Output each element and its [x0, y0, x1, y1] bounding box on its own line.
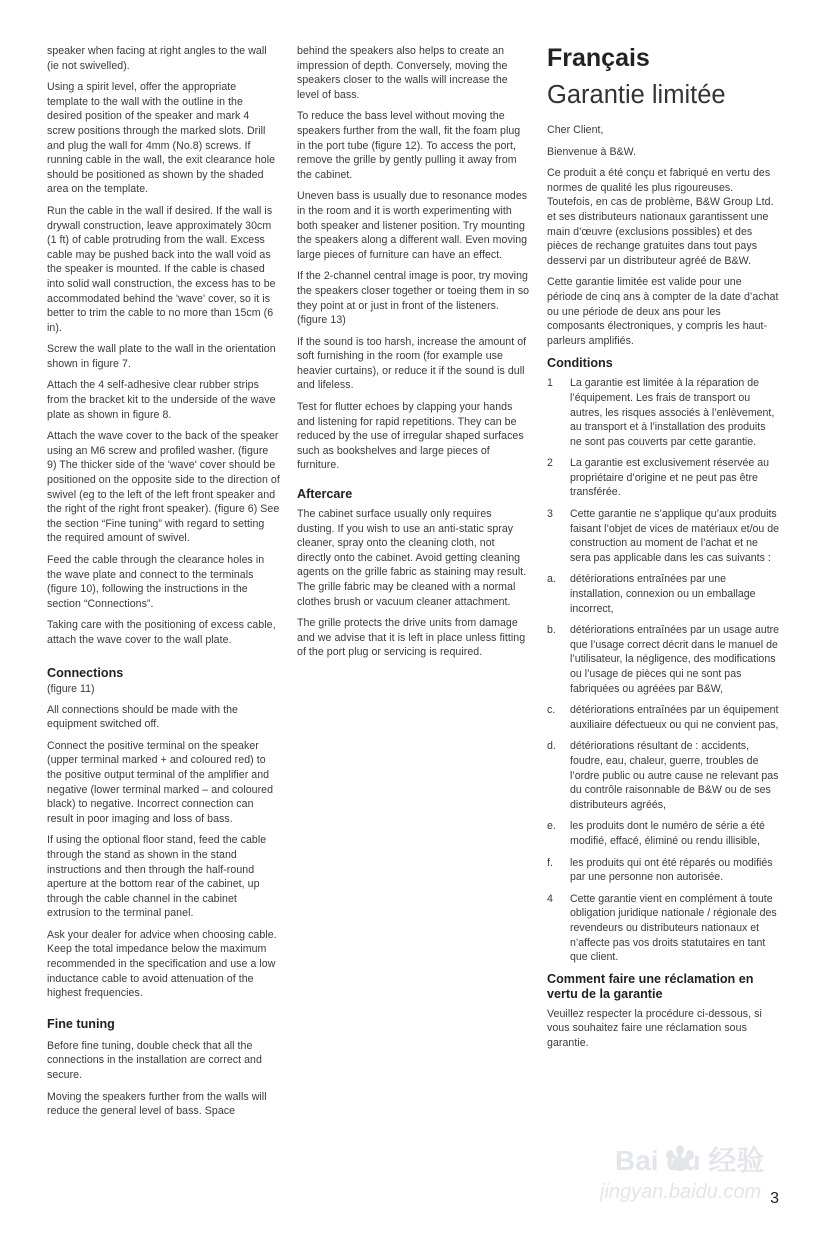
paragraph: behind the speakers also helps to create an impression of depth. Conversely, moving the speakers closer to the walls will increase the level of bass. [297, 45, 508, 101]
installation-paragraphs [47, 44, 280, 648]
paragraph: Attach the 4 self-adhesive clear rubber strips from the bracket kit to the underside of the wave plate as shown in figure 8. [47, 379, 276, 421]
list-text: les produits dont le numéro de série a été modifié, effacé, éliminé ou rendu illisible, [570, 820, 765, 847]
list-item [547, 703, 780, 732]
list-marker: e. [547, 820, 556, 833]
paragraph: Test for flutter echoes by clapping your hands and listening for rapid repetitions. They can be reduced by the use of irregular shaped surfaces such as bookshelves and large pieces of furniture. [297, 401, 524, 472]
list-text: détériorations résultant de : accidents, foudre, eau, chaleur, guerre, troubles de l’ordre public ou autre cause ne relevant pas du contrôle raisonnable de B&W ou de ses distributeurs agréés, [570, 740, 779, 811]
paragraph: Cette garantie limitée est valide pour une période de cinq ans à compter de la date d’achat ou une période de deux ans pour les composants électroniques, y compris les haut-parleurs amplifiés. [547, 276, 779, 347]
conditions-list [547, 376, 780, 964]
list-marker: 3 [547, 508, 553, 521]
paragraph: Uneven bass is usually due to resonance modes in the room and it is worth experimenting with both speaker and listener position. Try mounting the speakers along a different wall. Even moving large pieces of furniture can have an effect. [297, 190, 528, 261]
paragraph: Ce produit a été conçu et fabriqué en vertu des normes de qualité les plus rigoureuses. Toutefois, en cas de problème, B&W Group Ltd. et ses distributeurs nationaux garantissent une main d’œuvre (exclusions possibles) et des pièces de rechange gratuites dans tout pays desservi par un distributeur agréé de B&W. [547, 167, 774, 267]
watermark-url: jingyan.baidu.com [600, 1181, 762, 1203]
paragraph: Ask your dealer for advice when choosing cable. Keep the total impedance below the maximum recommended in the specification and use a low inductance cable to avoid attenuation of the highest frequencies. [47, 928, 277, 1000]
list-item [547, 376, 780, 449]
paragraph: Attach the wave cover to the back of the speaker using an M6 screw and profiled washer. (figure 9) The thicker side of the 'wave' cover should be positioned on the opposite side to the direction of swivel (eg to the left of the left front speaker and the right of the right front speaker). (figure 6) See the section “Fine tuning” with regard to setting the required amount of swivel. [47, 430, 280, 545]
paragraph: Using a spirit level, offer the appropriate template to the wall with the outline in the desired position of the speaker and mark 4 screw positions through the marked slots. Drill and plug the wall for 4mm (No.8) screws. If running cable in the wall, the exit clearance hole should be positioned as shown by the shaded area on the template. [47, 81, 276, 196]
list-item [547, 892, 780, 965]
language-title: Français [547, 44, 650, 72]
conditions-heading: Conditions [547, 356, 613, 371]
fine-tuning-heading: Fine tuning [47, 1016, 115, 1031]
connections-heading: Connections [47, 665, 124, 680]
list-item [547, 623, 780, 696]
warranty-title: Garantie limitée [547, 81, 726, 109]
paragraph: Connect the positive terminal on the speaker (upper terminal marked + and coloured red) to the positive output terminal of the amplifier and negative (lower terminal marked – and coloured black) to negative. Incorrect connection can result in poor imaging and loss of bass. [47, 739, 274, 825]
paragraph: Before fine tuning, double check that all the connections in the installation are correct and secure. [47, 1039, 262, 1082]
paragraph: Taking care with the positioning of excess cable, attach the wave cover to the wall plate. [47, 619, 276, 646]
list-marker: 1 [547, 377, 553, 390]
list-marker: 4 [547, 892, 553, 905]
paragraph: If using the optional floor stand, feed the cable through the stand as shown in the stand instructions and then through the half-round aperture at the bottom rear of the cabinet, up through the cable channel in the cabinet extrusion to the terminal panel. [47, 834, 267, 920]
baidu-watermark [600, 1130, 790, 1205]
list-item [547, 819, 780, 848]
list-item [547, 507, 780, 565]
claim-paragraph: Veuillez respecter la procédure ci-dessous, si vous souhaitez faire une réclamation sous garantie. [547, 1007, 762, 1049]
list-text: La garantie est exclusivement réservée au propriétaire d’origine et ne peut pas être transférée. [570, 457, 770, 499]
paragraph: To reduce the bass level without moving the speakers further from the wall, fit the foam plug in the port tube (figure 12). To access the port, remove the grille by gently pulling it away from the cabinet. [297, 110, 521, 181]
list-item [547, 856, 780, 885]
list-marker: f. [547, 856, 553, 869]
paragraph: Feed the cable through the clearance holes in the wave plate and connect to the terminals (figure 10), following the instructions in the section “Connections”. [47, 554, 265, 610]
paragraph: If the 2-channel central image is poor, try moving the speakers closer together or toeing them in so they point at or just in front of the listeners. (figure 13) [297, 270, 530, 327]
list-text: détériorations entraînées par un usage autre que l’usage correct décrit dans le manuel de l’utilisateur, la négligence, des modifications ou l’usage de pièces qui ne sont pas fabriquées ou agréées par B&W, [570, 624, 780, 695]
paragraph: If the sound is too harsh, increase the amount of soft furnishing in the room (for example use heavier curtains), or reduce it if the sound is dull and lifeless. [297, 335, 527, 392]
column-left [47, 44, 280, 1126]
aftercare-heading: Aftercare [297, 487, 353, 502]
welcome: Bienvenue à B&W. [547, 145, 637, 158]
paw-icon [666, 1145, 694, 1171]
list-text: Cette garantie ne s’applique qu’aux produits faisant l’objet de vices de matériaux et/ou de construction au moment de l’achat et ne sera pas applicable dans les cas suivants : [570, 508, 780, 564]
paragraph: All connections should be made with the equipment switched off. [47, 703, 238, 731]
list-text: détériorations entraînées par un équipement auxiliaire défectueux ou qui ne convient pas, [570, 704, 779, 731]
paragraph: Run the cable in the wall if desired. If the wall is drywall construction, leave approximately 30cm (1 ft) of cable protruding from the wall. Excess cable may be pushed back into the wall void as the speaker is mounted. If the cable is chased into solid wall construction, the excess has to be accommodated behind the 'wave' cover, so it is better to trim the cable to no more than 15cm (6 in). [47, 204, 276, 334]
column-middle [297, 44, 530, 667]
list-text: Cette garantie vient en complément à toute obligation juridique nationale / régionale des revendeurs ou distributeurs nationaux et n’affecte pas vos droits statutaires en tant que client. [570, 892, 777, 964]
paragraph: Screw the wall plate to the wall in the orientation shown in figure 7. [47, 343, 276, 370]
watermark-logo: Bai du 经验 [615, 1145, 765, 1176]
salutation: Cher Client, [547, 124, 604, 136]
paragraph: The grille protects the drive units from damage and we advise that it is left in place unless fitting of the port plug or servicing is required. [297, 617, 526, 659]
connections-figure-ref: (figure 11) [47, 682, 95, 695]
list-marker: a. [547, 573, 556, 586]
list-item [547, 739, 780, 812]
page-number: 3 [770, 1190, 779, 1207]
paragraph: The cabinet surface usually only requires dusting. If you wish to use an anti-static spray cleaner, spray onto the cleaning cloth, not directly onto the cabinet. Avoid getting cleaning agents on the grille fabric as staining may result. The grille fabric may be cleaned with a normal clothes brush or vacuum cleaner attachment. [297, 508, 527, 608]
claim-heading: Comment faire une réclamation en vertu de la garantie [547, 971, 754, 1001]
column-right [547, 44, 780, 1057]
list-marker: d. [547, 740, 556, 753]
list-marker: 2 [547, 457, 553, 470]
list-item [547, 456, 780, 500]
paragraph: Moving the speakers further from the walls will reduce the general level of bass. Space [47, 1090, 267, 1118]
list-item [547, 572, 780, 616]
list-marker: c. [547, 704, 556, 717]
list-text: détériorations entraînées par une installation, connexion ou un emballage incorrect, [570, 573, 756, 615]
paragraph: speaker when facing at right angles to the wall (ie not swivelled). [47, 45, 267, 72]
list-marker: b. [547, 624, 556, 637]
list-text: La garantie est limitée à la réparation de l’équipement. Les frais de transport ou autres, les risques associés à l’enlèvement, au transport et à l’installation des produits ne sont pas couverts par cette garantie. [570, 377, 775, 448]
list-text: les produits qui ont été réparés ou modifiés par une personne non autorisée. [570, 856, 773, 884]
